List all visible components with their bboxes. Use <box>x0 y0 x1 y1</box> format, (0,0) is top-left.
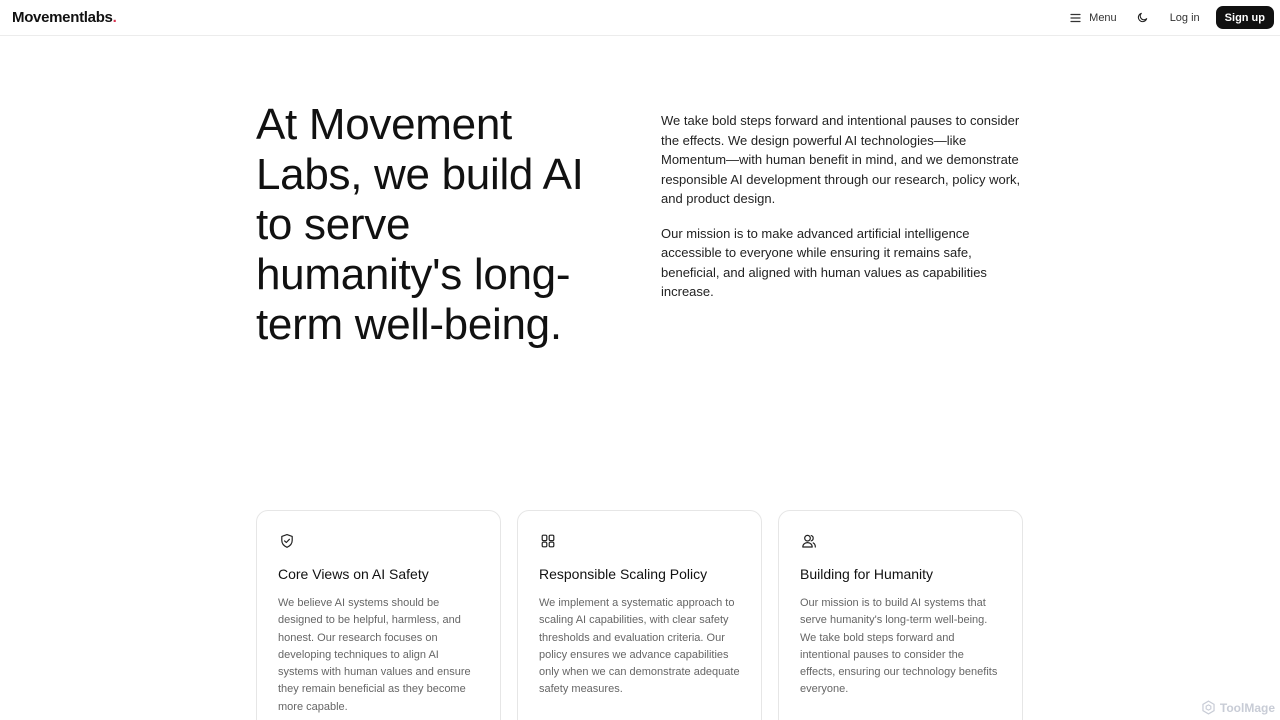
card-text: Our mission is to build AI systems that serve humanity's long-term well-being. We take bold steps forward and intentional pauses to consider the effects, ensuring our technology benefits everyone. <box>800 597 998 696</box>
watermark <box>1201 700 1275 715</box>
users-icon <box>801 533 817 549</box>
moon-icon <box>1137 12 1148 23</box>
signup-button[interactable]: Sign up <box>1216 6 1274 29</box>
theme-toggle-button[interactable] <box>1137 12 1148 23</box>
hamburger-icon <box>1070 13 1081 23</box>
hero-title: At Movement Labs, we build AI to serve humanity's long-term well-being. <box>256 100 584 349</box>
header-nav <box>1070 0 1274 36</box>
logo[interactable] <box>12 9 116 26</box>
watermark-text: ToolMage <box>1219 700 1275 715</box>
card-title: Responsible Scaling Policy <box>539 566 708 582</box>
grid-icon <box>540 533 556 549</box>
hero-paragraph-2: Our mission is to make advanced artificial intelligence accessible to everyone while ensuring it remains safe, beneficial, and aligned with human values as capabilities increase. <box>661 225 987 299</box>
menu-button[interactable] <box>1070 12 1117 24</box>
card-core-views[interactable] <box>256 510 501 720</box>
toolmage-logo-icon <box>1201 700 1216 715</box>
feature-cards <box>256 510 1024 720</box>
menu-label: Menu <box>1089 11 1117 24</box>
logo-dot: . <box>112 9 117 26</box>
hero-paragraph-1: We take bold steps forward and intentional pauses to consider the effects. We design powerful AI technologies—like Momentum—with human benefit in mind, and we demonstrate responsible AI development through our research, policy work, and product design. <box>661 113 1021 206</box>
hero-description <box>661 111 1029 302</box>
card-title: Core Views on AI Safety <box>278 566 429 582</box>
logo-text: Movementlabs <box>12 9 113 26</box>
shield-check-icon <box>279 533 295 549</box>
card-title: Building for Humanity <box>800 566 934 582</box>
site-header <box>0 0 1280 36</box>
card-text: We implement a systematic approach to scaling AI capabilities, with clear safety thresholds and evaluation criteria. Our policy ensures we advance capabilities only when we can demonstrate adequate safety measures. <box>539 597 740 696</box>
card-text: We believe AI systems should be designed to be helpful, harmless, and honest. Our research focuses on developing techniques to align AI systems with human values and ensure they remain beneficial as they become more capable. <box>278 597 471 713</box>
card-scaling-policy[interactable] <box>517 510 762 720</box>
login-link[interactable]: Log in <box>1169 11 1200 24</box>
card-building-humanity[interactable] <box>778 510 1023 720</box>
